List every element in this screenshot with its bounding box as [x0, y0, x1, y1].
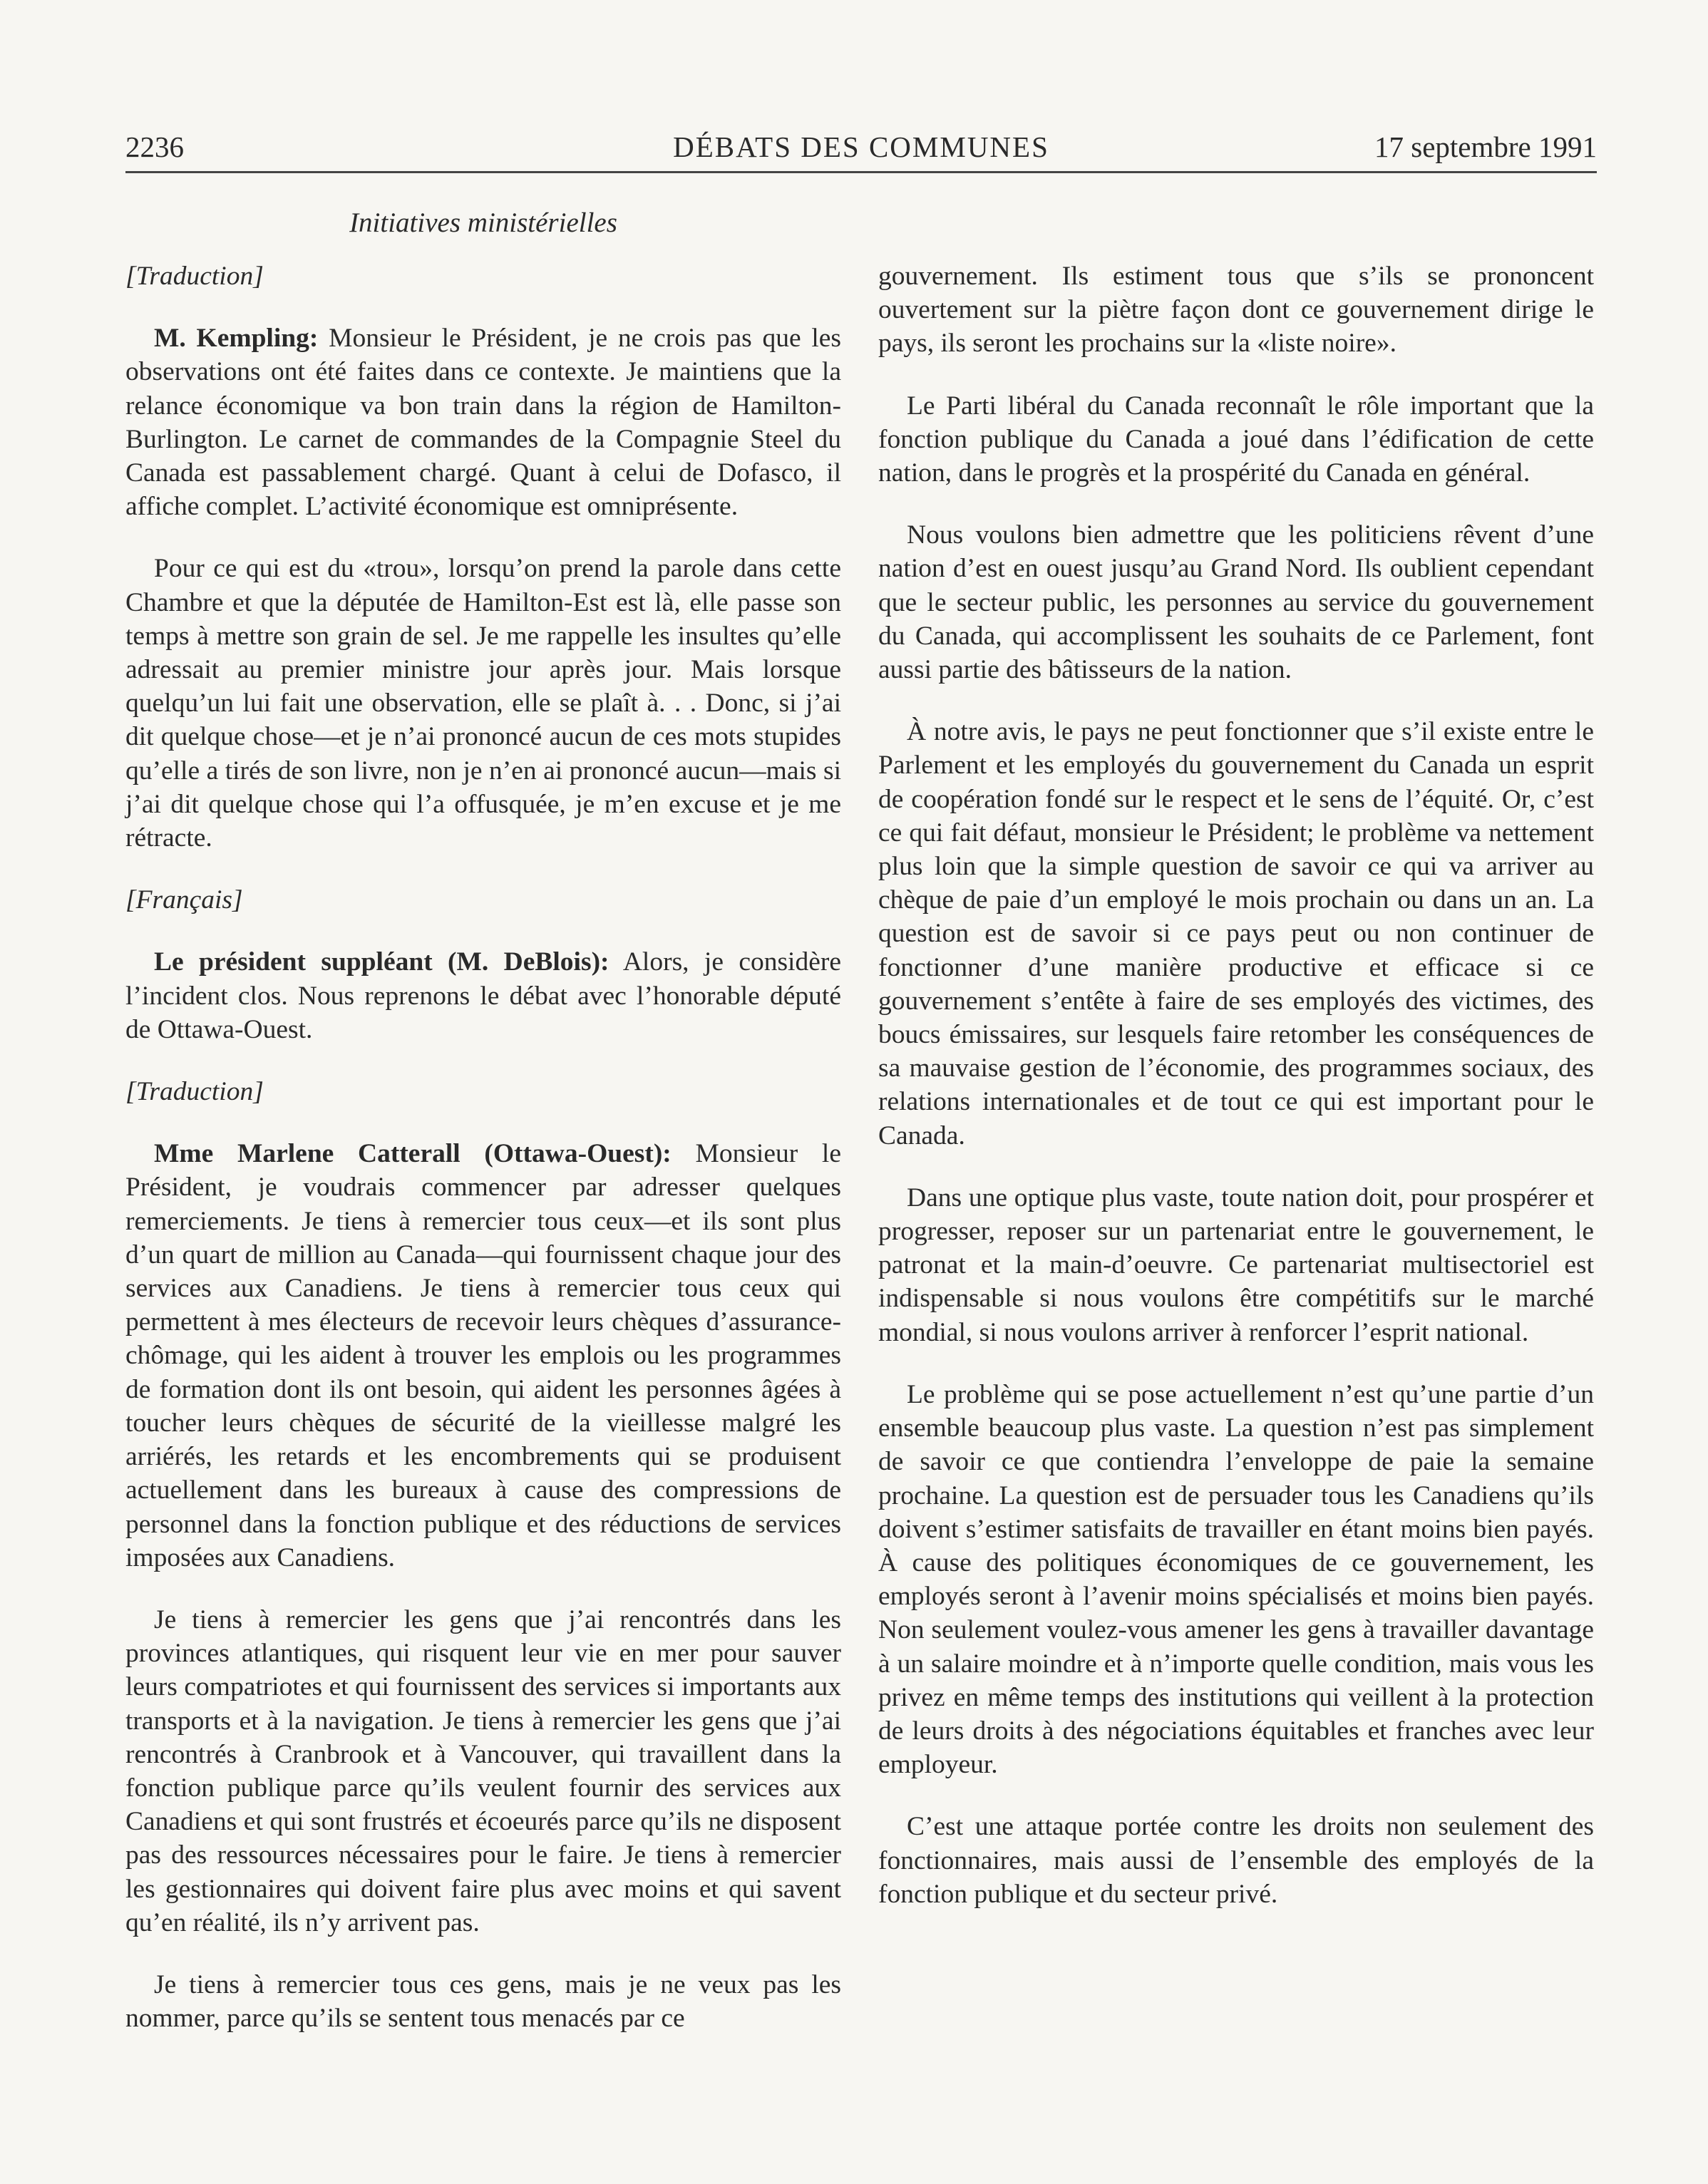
left-column [125, 259, 841, 2064]
speaker-name: Mme Marlene Catterall (Ottawa-Ouest): [154, 1139, 672, 1169]
publication-date: 17 septembre 1991 [1374, 130, 1597, 163]
paragraph [125, 321, 841, 523]
paragraph: Le Parti libéral du Canada reconnaît le rôle important que la fonction publique du Canada a joué dans l’édification de cette nation, dans le progrès et la prospérité du Canada en général. [878, 391, 1594, 488]
paragraph: Pour ce qui est du «trou», lorsqu’on prend la parole dans cette Chambre et que la députée de Hamilton-Est est là, elle passe son temps à mettre son grain de sel. Je me rappelle les insultes qu’elle adressait au premier ministre jour après jour. Mais lorsque quelqu’un lui fait une observation, elle se plaît à. . . Donc, si j’ai dit quelque chose—et je n’ai prononcé aucun de ces mots stupides qu’elle a tirés de son livre, non je n’en ai prononcé aucun—mais si j’ai dit quelque chose qui l’a offusquée, je m’en excuse et je me rétracte. [125, 554, 841, 853]
paragraph [125, 1137, 841, 1575]
page-number: 2236 [125, 130, 184, 163]
paragraph: Je tiens à remercier les gens que j’ai rencontrés dans les provinces atlantiques, qui risquent leur vie en mer pour sauver leurs compatriotes et qui fournissent des services si importants aux transports et à la navigation. Je tiens à remercier les gens que j’ai rencontrés à Cranbrook et à Vancouver, qui travaillent dans la fonction publique parce qu’ils veulent fournir des services aux Canadiens et qui sont frustrés et écoeurés parce qu’ils ne disposent pas des ressources nécessaires pour le faire. Je tiens à remercier les gestionnaires qui doivent faire plus avec moins et qui savent qu’en réalité, ils n’y arrivent pas. [125, 1604, 841, 1937]
speaker-name: Le président suppléant (M. DeBlois): [154, 947, 609, 977]
paragraph [125, 945, 841, 1046]
language-tag: [Traduction] [125, 262, 264, 291]
paragraph: Le problème qui se pose actuellement n’est qu’une partie d’un ensemble beaucoup plus vaste. La question n’est pas simplement de savoir ce que contiendra l’enveloppe de paie la semaine prochaine. La question est de persuader tous les Canadiens qu’ils doivent s’estimer satisfaits de travailler en étant moins bien payés. À cause des politiques économiques de ce gouvernement, les employés seront à l’avenir moins spécialisés et moins bien payés. Non seulement voulez-vous amener les gens à travailler davantage à un salaire moindre et à n’importe quelle condition, mais vous les privez en même temps des institutions qui veillent à la protection de leurs droits à des négociations équitables et franches avec leur employeur. [878, 1379, 1594, 1780]
right-column [878, 259, 1594, 1940]
paragraph: Je tiens à remercier tous ces gens, mais je ne veux pas les nommer, parce qu’ils se sentent tous menacés par ce [125, 1969, 841, 2034]
page-header [125, 130, 1597, 172]
paragraph: À notre avis, le pays ne peut fonctionner que s’il existe entre le Parlement et les employés du gouvernement du Canada un esprit de coopération fondé sur le respect et le sens de l’équité. Or, c’est ce qui fait défaut, monsieur le Président; le problème va nettement plus loin que la simple question de savoir ce qui va arriver au chèque de paie d’un employé le mois prochain ou dans un an. La question est de savoir si ce pays peut ou non continuer de fonctionner d’une manière productive et efficace si ce gouvernement s’entête à faire de ses employés des victimes, des boucs émissaires, sur lesquels faire retomber les conséquences de sa mauvaise gestion de l’économie, des programmes sociaux, des relations internationales et de tout ce qui est important pour le Canada. [878, 717, 1594, 1150]
paragraph: C’est une attaque portée contre les droits non seulement des fonctionnaires, mais aussi de l’ensemble des employés de la fonction publique et du secteur privé. [878, 1812, 1594, 1909]
paragraph: Dans une optique plus vaste, toute nation doit, pour prospérer et progresser, reposer sur un partenariat entre le gouvernement, le patronat et la main-d’oeuvre. Ce partenariat multisectoriel est indispensable si nous voulons être compétitifs sur le marché mondial, si nous voulons arriver à renforcer l’esprit national. [878, 1183, 1594, 1347]
speaker-name: M. Kempling: [154, 324, 319, 354]
language-tag: [Français] [125, 885, 243, 915]
language-tag: [Traduction] [125, 1077, 264, 1107]
section-rubric: Initiatives ministérielles [349, 207, 617, 238]
header-rule [125, 171, 1597, 173]
paragraph: gouvernement. Ils estiment tous que s’ils se prononcent ouvertement sur la piètre façon dont ce gouvernement dirige le pays, ils seront les prochains sur la «liste noire». [878, 262, 1594, 359]
speech-text: Monsieur le Président, je voudrais commencer par adresser quelques remerciements. Je tiens à remercier tous ceux—et ils sont plus d’un quart de million au Canada—qui fournissent chaque jour des services aux Canadiens. Je tiens à remercier tous ceux qui permettent à mes électeurs de recevoir leurs chèques d’assurance-chômage, qui les aident à trouver les emplois ou les programmes de formation dont ils ont besoin, qui aident les personnes âgées à toucher leurs chèques de sécurité de la vieillesse malgré les arriérés, les retards et les encombrements qui se produisent actuellement dans les bureaux à cause des compressions de personnel dans la fonction publique et des réductions de services imposées aux Canadiens. [125, 1139, 841, 1572]
paragraph: Nous voulons bien admettre que les politiciens rêvent d’une nation d’est en ouest jusqu’au Grand Nord. Ils oublient cependant que le secteur public, les personnes au service du gouvernement du Canada, qui accomplissent les souhaits de ce Parlement, font aussi partie des bâtisseurs de la nation. [878, 520, 1594, 685]
publication-title: DÉBATS DES COMMUNES [673, 130, 1049, 163]
speech-text: Alors, je considère l’incident clos. Nous reprenons le débat avec l’honorable député de Ottawa-Ouest. [125, 947, 842, 1044]
speech-text: Monsieur le Président, je ne crois pas que les observations ont été faites dans ce contexte. Je maintiens que la relance économique va bon train dans la région de Hamilton-Burlington. Le carnet de commandes de la Compagnie Steel du Canada est passablement chargé. Quant à celui de Dofasco, il affiche complet. L’activité économique est omniprésente. [125, 324, 841, 522]
